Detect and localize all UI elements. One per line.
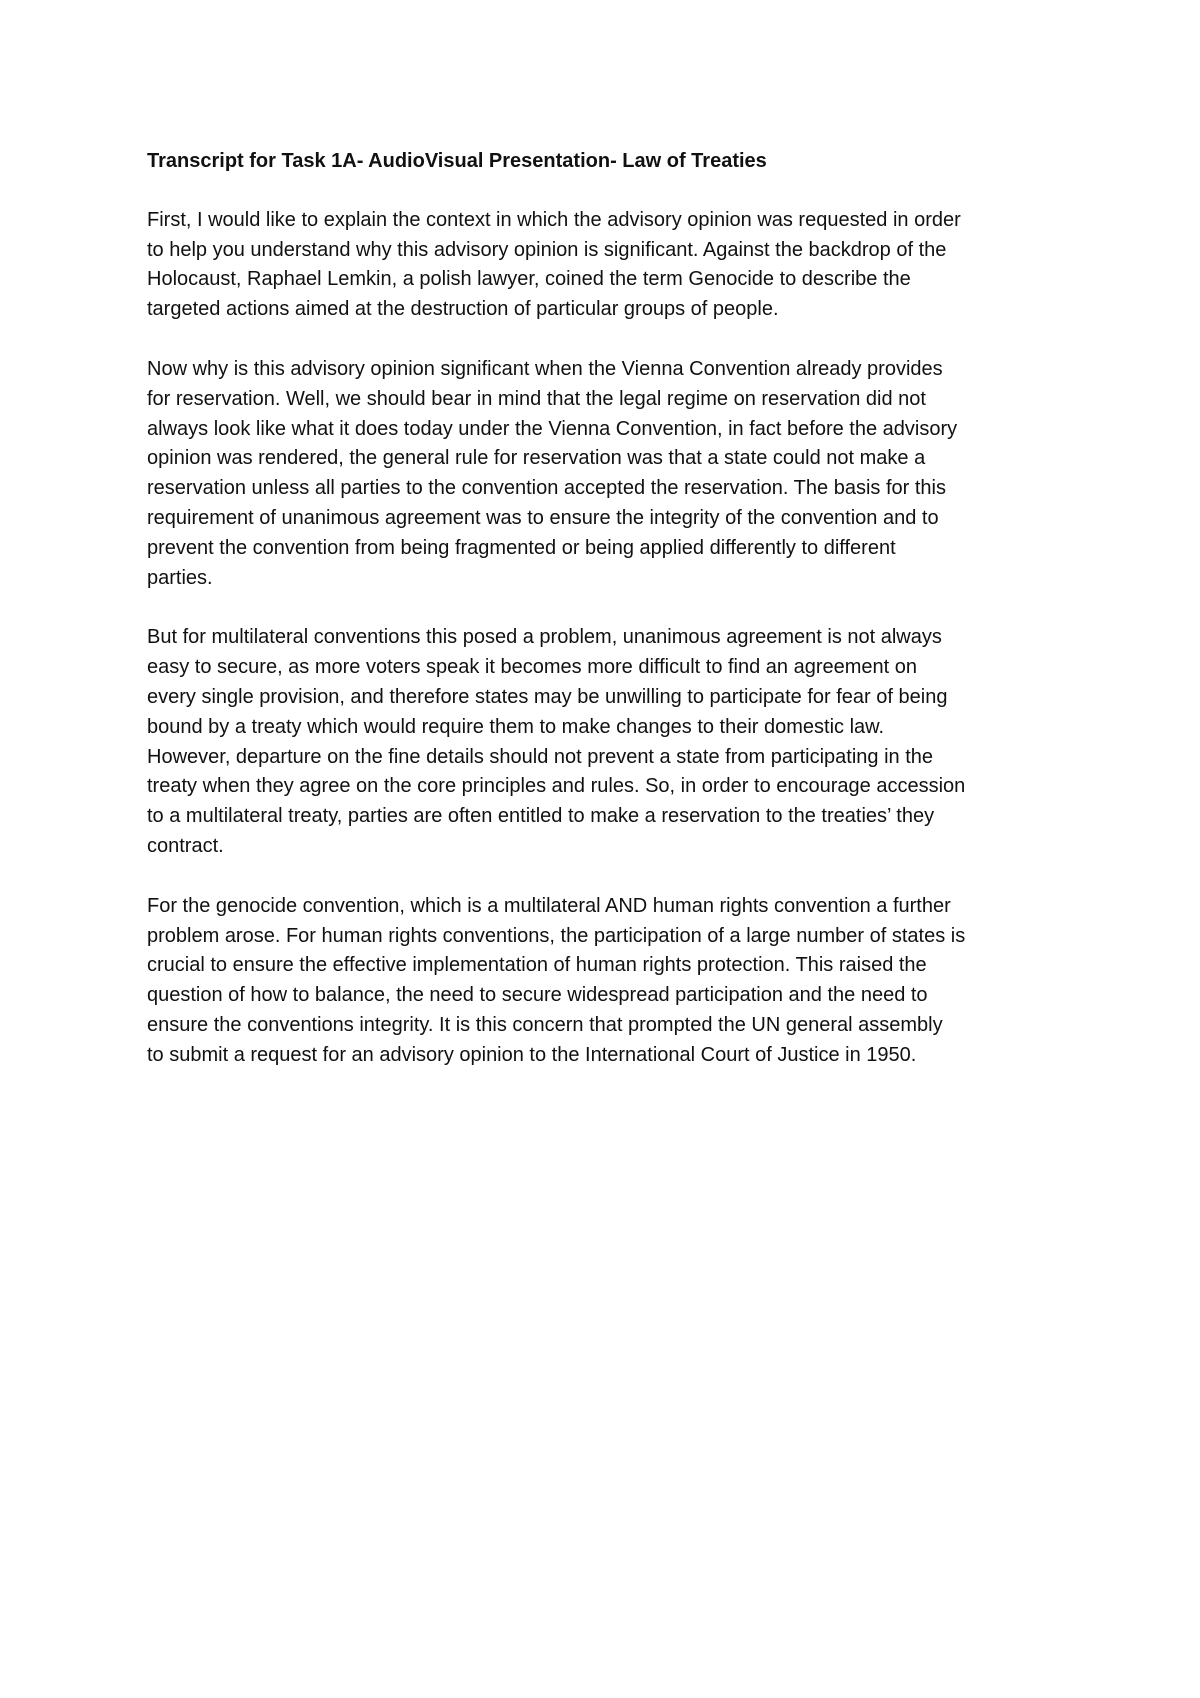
paragraph-line: treaty when they agree on the core principles and rules. So, in order to encourage accession — [147, 775, 966, 798]
paragraph-line: However, departure on the fine details should not prevent a state from participating in the — [147, 745, 934, 768]
paragraph-line: question of how to balance, the need to secure widespread participation and the need to — [147, 984, 928, 1007]
paragraph-line: to a multilateral treaty, parties are often entitled to make a reservation to the treaties’ they — [147, 805, 935, 828]
paragraph-line: opinion was rendered, the general rule for reservation was that a state could not make a — [147, 447, 926, 470]
paragraph-line: reservation unless all parties to the convention accepted the reservation. The basis for this — [147, 477, 946, 500]
paragraph-line: always look like what it does today under the Vienna Convention, in fact before the advisory — [147, 417, 958, 440]
paragraph-line: But for multilateral conventions this posed a problem, unanimous agreement is not always — [147, 626, 942, 649]
paragraph-line: prevent the convention from being fragmented or being applied differently to different — [147, 536, 896, 559]
paragraph-line: For the genocide convention, which is a multilateral AND human rights convention a further — [147, 894, 951, 917]
paragraph-line: bound by a treaty which would require them to make changes to their domestic law. — [147, 715, 885, 738]
paragraph-line: crucial to ensure the effective implementation of human rights protection. This raised the — [147, 954, 927, 977]
paragraph-line: to help you understand why this advisory opinion is significant. Against the backdrop of the — [147, 238, 947, 261]
paragraph-line: targeted actions aimed at the destruction of particular groups of people. — [147, 298, 779, 321]
paragraph-line: parties. — [147, 566, 213, 589]
paragraph-multilateral — [147, 623, 1069, 861]
paragraph-line: easy to secure, as more voters speak it becomes more difficult to find an agreement on — [147, 656, 918, 679]
paragraph-significance — [147, 355, 1069, 593]
document-body — [147, 147, 1069, 1101]
paragraph-line: requirement of unanimous agreement was to ensure the integrity of the convention and to — [147, 506, 939, 529]
paragraph-line: every single provision, and therefore states may be unwilling to participate for fear of being — [147, 685, 948, 708]
paragraph-line: Holocaust, Raphael Lemkin, a polish lawyer, coined the term Genocide to describe the — [147, 268, 911, 291]
paragraph-line: problem arose. For human rights conventions, the participation of a large number of states is — [147, 924, 966, 947]
paragraph-line: First, I would like to explain the context in which the advisory opinion was requested in order — [147, 208, 961, 231]
paragraph-line: for reservation. Well, we should bear in mind that the legal regime on reservation did not — [147, 387, 926, 410]
paragraph-line: Now why is this advisory opinion significant when the Vienna Convention already provides — [147, 357, 943, 380]
paragraph-line: contract. — [147, 834, 224, 857]
document-title: Transcript for Task 1A- AudioVisual Presentation- Law of Treaties — [147, 150, 767, 172]
paragraph-genocide-convention — [147, 892, 1069, 1071]
paragraph-line: ensure the conventions integrity. It is this concern that prompted the UN general assembly — [147, 1013, 943, 1036]
paragraph-line: to submit a request for an advisory opinion to the International Court of Justice in 1950. — [147, 1043, 917, 1066]
paragraph-context — [147, 206, 1069, 325]
